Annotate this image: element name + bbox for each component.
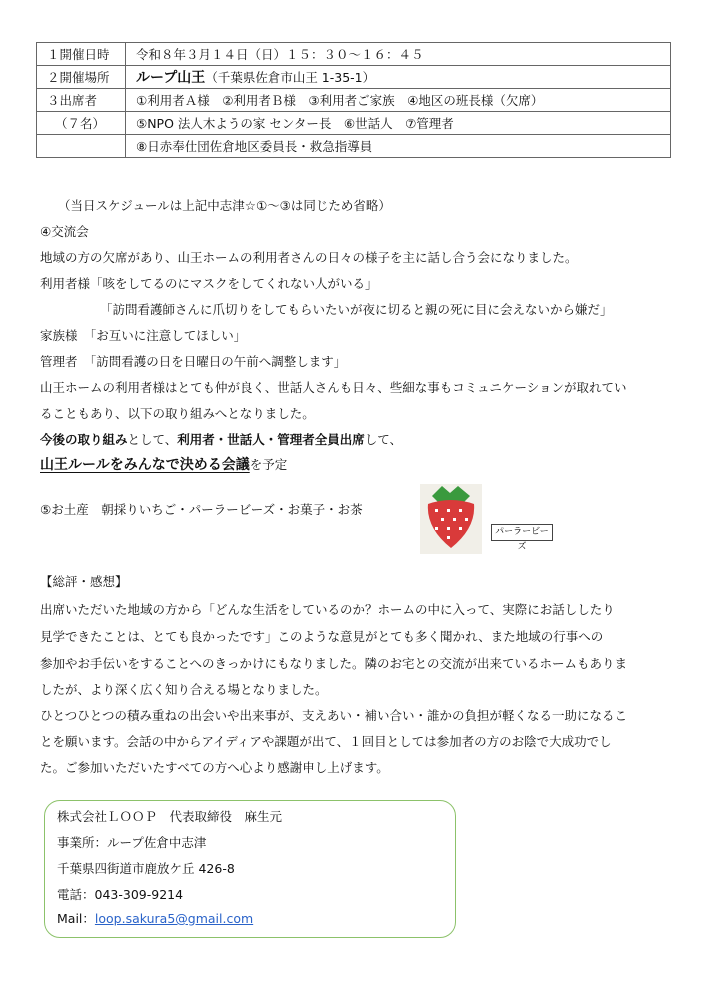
bead-label: パーラービーズ: [491, 524, 553, 541]
attendees-value-1: ①利用者Ａ様 ②利用者Ｂ様 ③利用者ご家族 ④地区の班長様（欠席）: [126, 89, 671, 112]
plan-text-1: として、: [127, 432, 178, 447]
contact-office: 事業所：ループ佐倉中志津: [57, 835, 207, 850]
strawberry-bead-image: [420, 484, 482, 554]
attendees-value-2: ⑤NPO 法人木ようの家 センター長 ⑥世話人 ⑦管理者: [126, 112, 671, 135]
contact-address: 千葉県四街道市鹿放ケ丘 426-8: [57, 861, 235, 876]
contact-box: [44, 800, 456, 938]
contact-phone: 電話：043-309-9214: [57, 887, 184, 902]
contact-company: 株式会社ＬＯＯＰ 代表取締役 麻生元: [57, 809, 283, 824]
review-line: 出席いただいた地域の方から「どんな生活をしているのか？ホームの中に入って、実際にお話ししたり: [40, 602, 615, 617]
quote-family: 家族様 「お互いに注意してほしい」: [40, 328, 247, 343]
schedule-note: （当日スケジュールは上記中志津☆①〜③は同じため省略）: [58, 198, 391, 213]
venue-value: [126, 66, 671, 89]
venue-name: ループ山王: [136, 70, 206, 86]
gift-line: ⑤お土産 朝採りいちご・パーラービーズ・お菓子・お茶: [40, 502, 363, 517]
review-line: したが、より深く広く知り合える場となりました。: [40, 682, 328, 697]
rule-line: [40, 454, 287, 474]
review-title: 【総評・感想】: [40, 574, 128, 589]
table-row: [37, 135, 671, 158]
info-table: [36, 42, 671, 158]
table-row: [37, 43, 671, 66]
empty-label: [37, 135, 126, 158]
rule-tail: を予定: [249, 457, 288, 472]
quote-user-1: 利用者様「咳をしてるのにマスクをしてくれない人がいる」: [40, 276, 378, 291]
attendee-count-label: （７名）: [37, 112, 126, 135]
review-line: とを願います。会話の中からアイディアや課題が出て、１回目としては参加者の方のお陰で大成功でし: [40, 734, 612, 749]
table-row: [37, 89, 671, 112]
plan-bold-2: 利用者・世話人・管理者全員出席: [177, 432, 365, 447]
review-line: ひとつひとつの積み重ねの出会いや出来事が、支えあい・補い合い・誰かの負担が軽くなる一助になるこ: [40, 708, 628, 723]
venue-label: ２開催場所: [37, 66, 126, 89]
plan-bold-1: 今後の取り組み: [40, 432, 128, 447]
date-label: １開催日時: [37, 43, 126, 66]
section4-title: ④交流会: [40, 224, 89, 239]
date-value: 令和８年３月１４日（日）１５：３０〜１６：４５: [126, 43, 671, 66]
review-line: た。ご参加いただいたすべての方へ心より感謝申し上げます。: [40, 760, 389, 775]
mail-label: Mail：: [57, 911, 95, 926]
attendees-label: ３出席者: [37, 89, 126, 112]
attendees-value-3: ⑧日赤奉仕団佐倉地区委員長・救急指導員: [126, 135, 671, 158]
rule-bold: 山王ルールをみんなで決める会議: [40, 457, 250, 473]
review-line: 参加やお手伝いをすることへのきっかけにもなりました。隣のお宅との交流が出来ているホームもありま: [40, 656, 628, 671]
para2-line2: ることもあり、以下の取り組みへとなりました。: [40, 406, 315, 421]
review-line: 見学できたことは、とても良かったです」このような意見がとても多く聞かれ、また地域の行事への: [40, 629, 604, 644]
plan-line: [40, 430, 402, 448]
quote-manager: 管理者 「訪問看護の日を日曜日の午前へ調整します」: [40, 354, 347, 369]
para2-line1: 山王ホームの利用者様はとても仲が良く、世話人さんも日々、些細な事もコミュニケーションが取れてい: [40, 380, 627, 395]
plan-text-2: して、: [364, 432, 403, 447]
table-row: [37, 112, 671, 135]
venue-address: （千葉県佐倉市山王 1-35-1）: [205, 70, 376, 85]
mail-link[interactable]: loop.sakura5@gmail.com: [94, 911, 254, 926]
contact-mail: [57, 909, 253, 927]
quote-user-2: 「訪問看護師さんに爪切りをしてもらいたいが夜に切ると親の死に目に会えないから嫌だ」: [100, 302, 613, 317]
table-row: [37, 66, 671, 89]
para1: 地域の方の欠席があり、山王ホームの利用者さんの日々の様子を主に話し合う会になりました。: [40, 250, 578, 265]
